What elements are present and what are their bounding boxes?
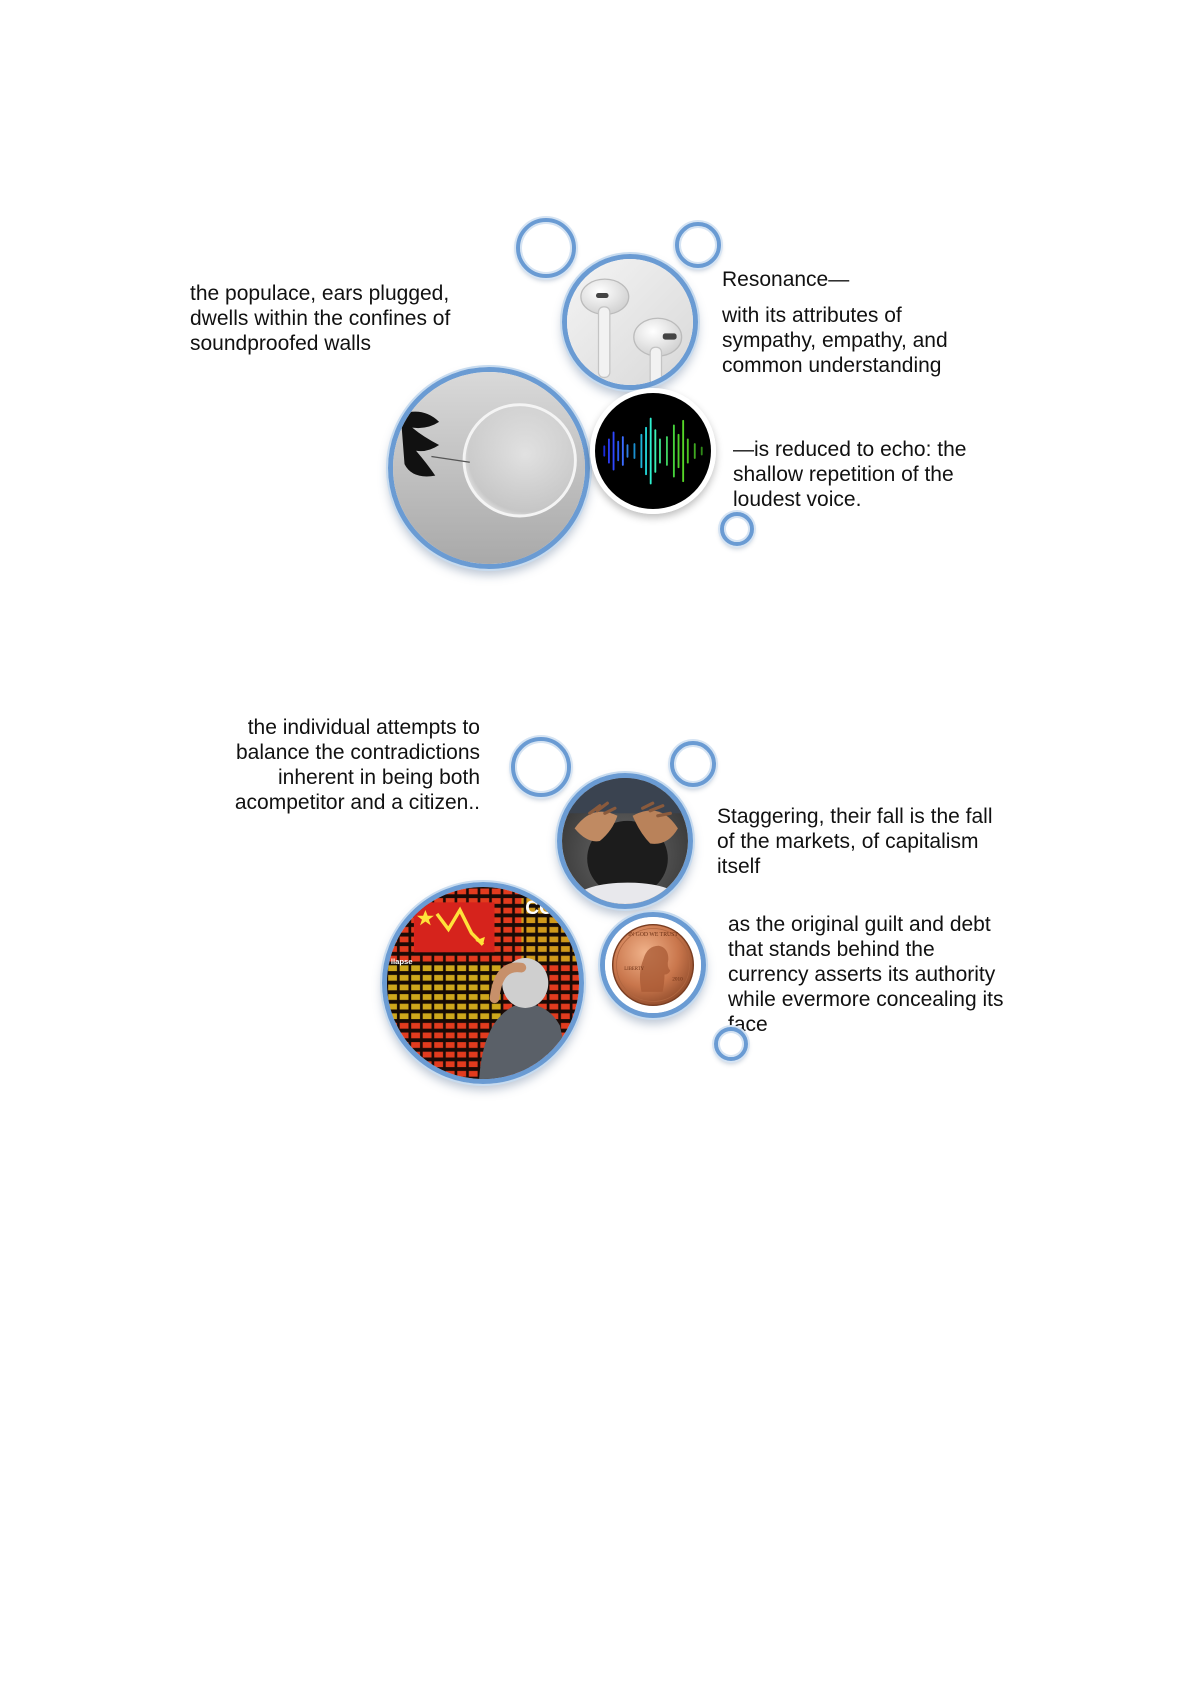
small-ring-top-bottom xyxy=(720,512,754,546)
stock-board-letters: CO xyxy=(525,897,555,919)
echo-text: —is reduced to echo: the shallow repetition of the loudest voice. xyxy=(733,438,967,511)
earbuds-icon xyxy=(567,259,693,385)
populace-text: the populace, ears plugged, dwells within the confines of soundproofed walls xyxy=(190,282,451,355)
penny-icon xyxy=(605,917,701,1013)
distress-icon xyxy=(562,778,688,904)
penny-motto: IN GOD WE TRUST xyxy=(628,932,678,939)
soundwave-image xyxy=(590,388,716,514)
small-ring-bottom-right xyxy=(670,741,716,787)
stock-board-icon xyxy=(387,887,579,1079)
individual-text: the individual attempts to balance the contradictions inherent in being both acompetitor and a citizen.. xyxy=(234,716,480,814)
bubble-icon xyxy=(393,372,585,564)
small-ring-bottom-left xyxy=(511,737,571,797)
bubble-pin-image xyxy=(388,367,590,569)
penny-liberty: LIBERTY xyxy=(624,966,645,972)
small-ring-top-left xyxy=(516,218,576,278)
resonance-body: with its attributes of sympathy, empathy, and common understanding xyxy=(722,304,948,377)
earbuds-image xyxy=(562,254,698,390)
stock-board-label: llapse xyxy=(390,956,413,966)
penny-year: 2010 xyxy=(672,976,683,983)
small-ring-top-right xyxy=(675,222,721,268)
penny-image xyxy=(600,912,706,1018)
hands-on-head-image xyxy=(557,773,693,909)
staggering-text: Staggering, their fall is the fall of the markets, of capitalism itself xyxy=(717,805,993,878)
resonance-title: Resonance— xyxy=(722,268,850,291)
stock-market-image xyxy=(382,882,584,1084)
guilt-text: as the original guilt and debt that stands behind the currency asserts its authority while evermore concealing its face xyxy=(728,913,1004,1036)
soundwave-icon xyxy=(595,393,711,509)
small-ring-bottom-bottom xyxy=(714,1027,748,1061)
